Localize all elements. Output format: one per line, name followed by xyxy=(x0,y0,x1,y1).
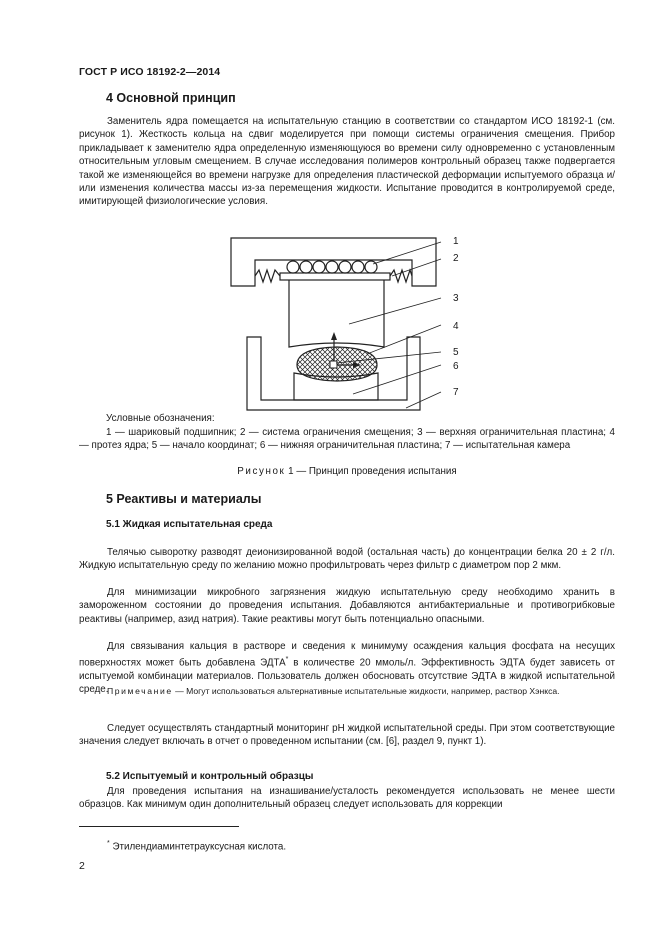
document-header: ГОСТ Р ИСО 18192-2—2014 xyxy=(79,66,221,78)
test-principle-diagram xyxy=(225,232,475,412)
figure-caption xyxy=(79,466,615,477)
caption-label: Рисунок xyxy=(237,466,286,477)
section-4-heading: 4 Основной принцип xyxy=(106,91,236,105)
callout-2: 2 xyxy=(453,253,459,264)
paragraph-ph: Следует осуществлять стандартный мониторинг pH жидкой испытательной среды. При этом соответствующие значения следует включать в отчет о проведенном испытании (см. [6], раздел 9, пункт 1). xyxy=(79,723,615,748)
callout-4: 4 xyxy=(453,321,459,332)
right-spring xyxy=(390,270,412,282)
note-paragraph: Примечание — Могут использоваться альтернативные испытательные жидкости, например, раствор Хэнкса. xyxy=(107,686,560,696)
callout-6: 6 xyxy=(453,361,459,372)
upper-limiting-plate xyxy=(289,280,384,347)
callout-7: 7 xyxy=(453,387,459,398)
left-spring xyxy=(255,270,280,282)
footnote-separator xyxy=(79,826,239,827)
callout-1: 1 xyxy=(453,236,459,247)
paragraph-microbial: Для минимизации микробного загрязнения жидкую испытательную среду необходимо хранить в замороженном состоянии до проведения испытания. Добавляются антибактериальные и противогрибковые реактивы (например, азид натрия). Такие реактивы могут быть потенциально опасными. xyxy=(79,587,615,625)
figure-legend: 1 — шариковый подшипник; 2 — система ограничения смещения; 3 — верхняя ограничительная пластина; 4 — протез ядра; 5 — начало координат; 6 — нижняя ограничительная пластина; 7 — испытательная камера xyxy=(79,427,615,452)
origin-marker xyxy=(330,361,337,368)
section-4-paragraph: Заменитель ядра помещается на испытательную станцию в соответствии со стандартом ИСО 18192-1 (см. рисунок 1). Жесткость кольца на сдвиг моделируется при помощи системы ограничения смещения. Прибор прикладывает к заменителю ядра определенную изменяющуюся во времени силу одновременно с установленным относительным угловым смещением. В случае исследования полимеров контрольный образец также подвергается такой же изменяющейся во времени нагрузке для определения пластической деформации испытуемого образца и/или изменения количества массы из-за перемещения жидкости. Испытание проводится в контролируемой среде, имитирующей физиологические условия. xyxy=(79,116,615,208)
page-number: 2 xyxy=(79,860,85,872)
paragraph-specimens: Для проведения испытания на изнашивание/усталость рекомендуется использовать не менее шести образцов. Как минимум один дополнительный образец следует использовать для коррекции xyxy=(79,786,615,811)
subsection-5-1-heading: 5.1 Жидкая испытательная среда xyxy=(106,519,273,530)
callout-3: 3 xyxy=(453,293,459,304)
section-5-heading: 5 Реактивы и материалы xyxy=(106,492,262,506)
legend-title: Условные обозначения: xyxy=(106,413,215,424)
paragraph-serum: Телячью сыворотку разводят деионизированной водой (остальная часть) до концентрации белка 20 ± 2 г/л. Жидкую испытательную среду по желанию можно профильтровать через фильтр с диаметром пор 2 мкм. xyxy=(79,547,615,572)
callout-5: 5 xyxy=(453,347,459,358)
footnote: * Этилендиаминтетрауксусная кислота. xyxy=(107,840,287,853)
caption-text: 1 — Принцип проведения испытания xyxy=(285,466,457,477)
subsection-5-2-heading: 5.2 Испытуемый и контрольный образцы xyxy=(106,771,314,782)
ball-bearing xyxy=(287,261,377,273)
paragraph-edta: Для связывания кальция в растворе и сведения к минимуму осаждения кальция фосфата на несущих поверхностях может быть добавлена ЭДТА* в количестве 20 ммоль/л. Эффективность ЭДТА будет зависеть от испытуемой комбинации материалов. Пользователь должен обосновать отсутствие ЭДТА в жидкой испытательной среде. xyxy=(79,641,615,696)
